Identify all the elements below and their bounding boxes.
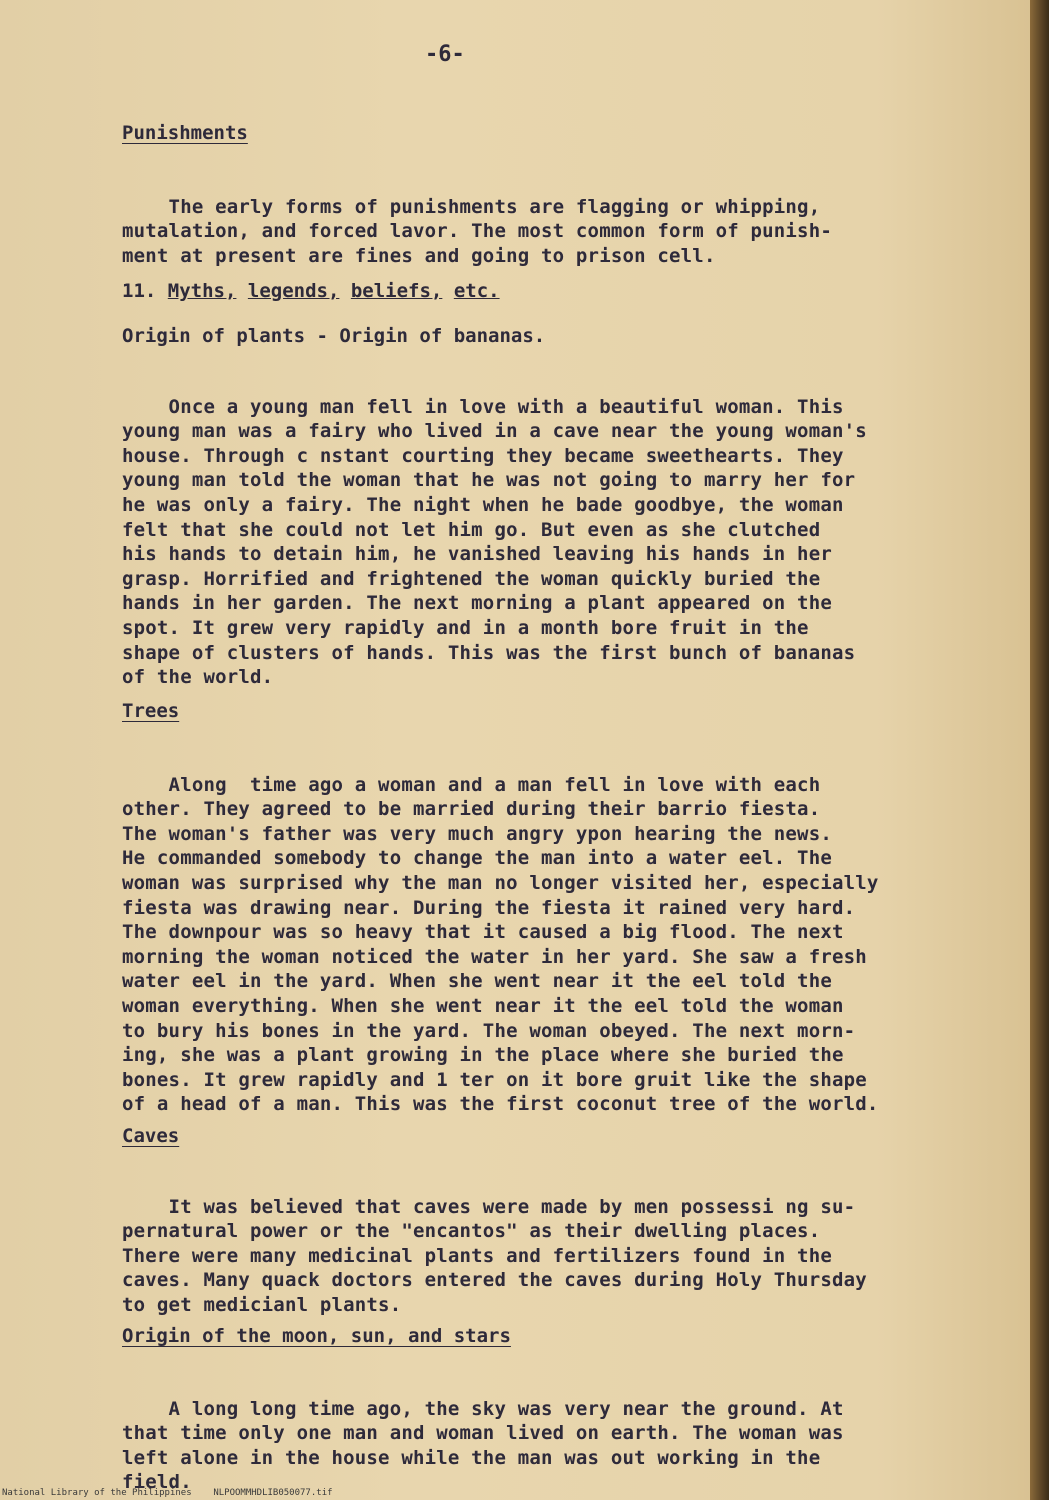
heading-word: Myths,: [167, 280, 237, 302]
text-line: Along time ago a woman and a man fell in love with each: [122, 773, 821, 796]
text-line: ment at present are fines and going to prison cell.: [122, 244, 716, 267]
text-line: that time only one man and woman lived on earth. The woman was: [122, 1422, 844, 1445]
text-line: grasp. Horrified and frightened the woman quickly buried the: [122, 567, 821, 590]
text-line: morning the woman noticed the water in her yard. She saw a fresh: [122, 945, 867, 968]
text-line: young man was a fairy who lived in a cave near the young woman's: [122, 420, 867, 443]
section-heading-caves: Caves: [122, 1125, 180, 1147]
page-number: -6-: [425, 42, 465, 67]
text-line: woman was surprised why the man no longer visited her, especially: [122, 871, 879, 894]
text-line: felt that she could not let him go. But even as she clutched: [122, 518, 821, 541]
trees-paragraph: [122, 748, 879, 1117]
text-line: mutalation, and forced lavor. The most common form of punish-: [122, 220, 832, 243]
text-line: of the world.: [122, 666, 274, 689]
section-heading-trees: Trees: [122, 700, 180, 722]
text-line: The downpour was so heavy that it caused a big flood. The next: [122, 921, 844, 944]
caves-paragraph: [122, 1170, 867, 1318]
heading-word: legends,: [247, 280, 340, 302]
origin-moon-paragraph: [122, 1372, 844, 1495]
heading-word: beliefs,: [350, 280, 443, 302]
text-line: of a head of a man. This was the first coconut tree of the world.: [122, 1093, 879, 1116]
text-line: to bury his bones in the yard. The woman obeyed. The next morn-: [122, 1019, 856, 1042]
text-line: water eel in the yard. When she went near it the eel told the: [122, 970, 832, 993]
text-line: The early forms of punishments are flagging or whipping,: [122, 195, 821, 218]
text-line: shape of clusters of hands. This was the first bunch of bananas: [122, 641, 856, 664]
bananas-paragraph: [122, 370, 867, 690]
text-line: A long long time ago, the sky was very near the ground. At: [122, 1397, 844, 1420]
text-line: pernatural power or the "encantos" as their dwelling places.: [122, 1220, 821, 1243]
text-line: left alone in the house while the man was out working in the: [122, 1446, 821, 1469]
text-line: It was believed that caves were made by men possessi ng su-: [122, 1195, 856, 1218]
section-heading-punishments: Punishments: [122, 122, 248, 144]
text-line: his hands to detain him, he vanished leaving his hands in her: [122, 543, 832, 566]
text-line: he was only a fairy. The night when he bade goodbye, the woman: [122, 493, 844, 516]
text-line: spot. It grew very rapidly and in a month bore fruit in the: [122, 616, 809, 639]
text-line: He commanded somebody to change the man into a water eel. The: [122, 847, 832, 870]
text-line: Once a young man fell in love with a beautiful woman. This: [122, 395, 844, 418]
text-line: field.: [122, 1471, 192, 1494]
text-line: The woman's father was very much angry ypon hearing the news.: [122, 822, 832, 845]
text-line: young man told the woman that he was not going to marry her for: [122, 469, 856, 492]
text-line: There were many medicinal plants and fertilizers found in the: [122, 1244, 832, 1267]
text-line: bones. It grew rapidly and 1 ter on it bore gruit like the shape: [122, 1068, 867, 1091]
section-heading-origin-moon: Origin of the moon, sun, and stars: [122, 1325, 511, 1347]
text-line: woman everything. When she went near it the eel told the woman: [122, 994, 844, 1017]
footer-caption: National Library of the Philippines NLPOOMMHDLIB050077.tif: [2, 1488, 333, 1498]
text-line: to get medicianl plants.: [122, 1293, 402, 1316]
book-spine: [1030, 0, 1049, 1500]
subheading-origin-bananas: Origin of plants - Origin of bananas.: [122, 325, 546, 347]
heading-number: 11.: [122, 280, 157, 302]
heading-word: etc.: [453, 280, 500, 302]
punishments-paragraph: [122, 170, 832, 268]
text-line: house. Through c nstant courting they became sweethearts. They: [122, 444, 844, 467]
text-line: hands in her garden. The next morning a plant appeared on the: [122, 592, 832, 615]
text-line: other. They agreed to be married during their barrio fiesta.: [122, 798, 821, 821]
text-line: caves. Many quack doctors entered the caves during Holy Thursday: [122, 1269, 867, 1292]
section-heading-myths: [122, 280, 500, 302]
text-line: fiesta was drawing near. During the fiesta it rained very hard.: [122, 896, 856, 919]
text-line: ing, she was a plant growing in the place where she buried the: [122, 1044, 844, 1067]
